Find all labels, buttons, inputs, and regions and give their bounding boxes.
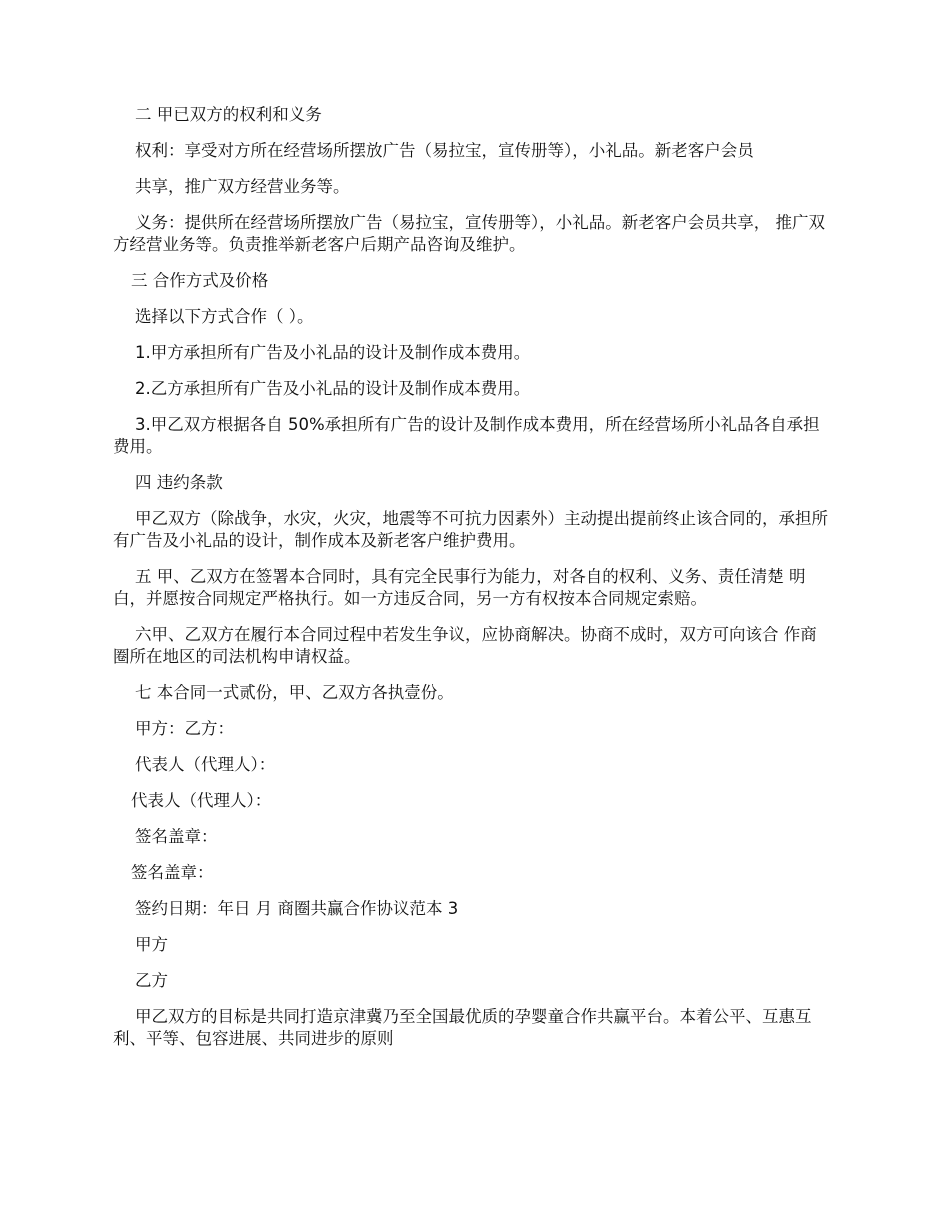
section-heading-breach: 四 违约条款 (135, 473, 223, 492)
party-labels: 甲方：乙方： (135, 719, 234, 738)
party-b-label: 乙方 (135, 971, 168, 990)
signature-seal-b: 签名盖章： (131, 863, 214, 882)
signing-date: 签约日期：年日 月 商圈共赢合作协议范本 3 (135, 899, 459, 918)
document-page (113, 104, 829, 1064)
paragraph-breach: 甲乙双方（除战争，水灾，火灾，地震等不可抗力因素外）主动提出提前终止该合同的，承担所有广告及小礼品的设计，制作成本及新老客户维护费用。 (113, 509, 828, 550)
clause-six: 六甲、乙双方在履行本合同过程中若发生争议，应协商解决。协商不成时，双方可向该合 作商圈所在地区的司法机构申请权益。 (113, 625, 817, 666)
paragraph-rights-continued: 共享，推广双方经营业务等。 (135, 177, 350, 196)
paragraph-obligations: 义务：提供所在经营场所摆放广告（易拉宝，宣传册等），小礼品。新老客户会员共享， 推广双方经营业务等。负责推举新老客户后期产品咨询及维护。 (113, 213, 825, 254)
clause-five: 五 甲、乙双方在签署本合同时，具有完全民事行为能力，对各自的权利、义务、责任清楚 明白，并愿按合同规定严格执行。如一方违反合同，另一方有权按本合同规定索赔。 (113, 567, 806, 608)
paragraph-choose-method: 选择以下方式合作（ ）。 (135, 307, 314, 326)
signature-seal-a: 签名盖章： (135, 827, 218, 846)
section-heading-cooperation-price: 三 合作方式及价格 (131, 271, 269, 290)
party-a-label: 甲方 (135, 935, 168, 954)
section-heading-rights-obligations: 二 甲已双方的权利和义务 (135, 105, 322, 124)
representative-b: 代表人（代理人）： (131, 791, 272, 810)
option-1: 1.甲方承担所有广告及小礼品的设计及制作成本费用。 (135, 343, 531, 362)
paragraph-goal: 甲乙双方的目标是共同打造京津冀乃至全国最优质的孕婴童合作共赢平台。本着公平、互惠互利、平等、包容进展、共同进步的原则 (113, 1007, 812, 1048)
representative-a: 代表人（代理人）： (135, 755, 276, 774)
clause-seven: 七 本合同一式贰份，甲、乙双方各执壹份。 (135, 683, 454, 702)
option-2: 2.乙方承担所有广告及小礼品的设计及制作成本费用。 (135, 379, 531, 398)
option-3: 3.甲乙双方根据各自 50%承担所有广告的设计及制作成本费用，所在经营场所小礼品各自承担费用。 (113, 415, 820, 456)
paragraph-rights: 权利：享受对方所在经营场所摆放广告（易拉宝，宣传册等），小礼品。新老客户会员 (135, 141, 754, 160)
